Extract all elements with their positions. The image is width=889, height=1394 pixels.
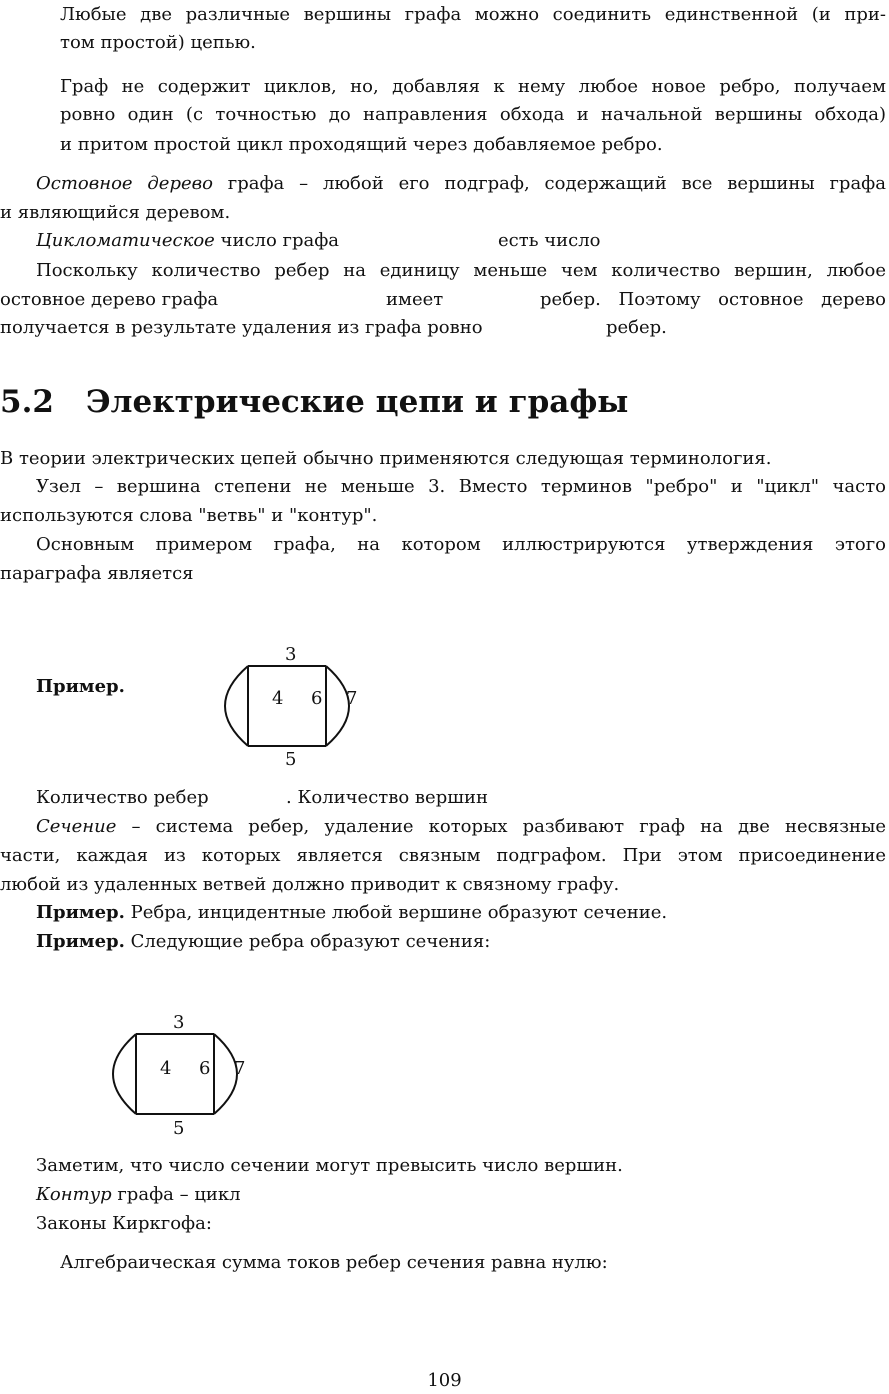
- graph-2-label-bottom: 5: [173, 1118, 185, 1139]
- cuts-note: Заметим, что число сечении могут превысить число вершин.: [36, 1155, 623, 1176]
- tree-path-line-1: Любые две различные вершины графа можно соединить единственной (и при-: [60, 4, 886, 25]
- graph-1-label-top: 3: [285, 644, 297, 665]
- section-title: Электрические цепи и графы: [86, 384, 629, 420]
- graph-1-label-bottom: 5: [285, 749, 297, 770]
- edges-para-line-1: Поскольку количество ребер на единицу меньше чем количество вершин, любое: [36, 260, 886, 281]
- edges-para-line-3b: ребер.: [606, 317, 667, 338]
- section-number: 5.2: [0, 384, 54, 420]
- section-heading: [0, 382, 628, 422]
- example-3-label: Пример.: [36, 931, 125, 952]
- graph-2-edge-left-arc: [113, 1034, 136, 1114]
- cut-text: – система ребер, удаление которых разбивают граф на две несвязные: [116, 816, 886, 837]
- graph-1-label-left-inner: 4: [272, 688, 284, 709]
- algebraic-sum-law: Алгебраическая сумма токов ребер сечения равна нулю:: [60, 1252, 608, 1273]
- example-3-text: Следующие ребра образуют сечения:: [124, 931, 491, 952]
- terminology-line: В теории электрических цепей обычно применяются следующая терминология.: [0, 448, 772, 469]
- edge-count-label: Количество ребер: [36, 787, 209, 808]
- cut-line-3: любой из удаленных ветвей должно приводит к связному графу.: [0, 874, 620, 895]
- graph-1-edge-left-arc: [225, 666, 248, 746]
- edges-para-line-2b: имеет: [386, 289, 444, 310]
- example-2-text: Ребра, инцидентные любой вершине образуют сечение.: [124, 902, 668, 923]
- graph-1-label-right-inner: 6: [311, 688, 323, 709]
- spanning-tree-text: графа – любой его подграф, содержащий все вершины графа: [212, 173, 886, 194]
- tree-cycle-line-3: и притом простой цикл проходящий через добавляемое ребро.: [60, 134, 663, 155]
- graph-figure-2: [108, 1008, 258, 1138]
- tree-cycle-line-2: ровно один (с точностью до направления обхода и начальной вершины обхода): [60, 104, 886, 125]
- cyclomatic-line-b: есть число: [498, 230, 601, 251]
- graph-1-label-right-outer: 7: [346, 688, 358, 709]
- basic-example-line-1: Основным примером графа, на котором иллюстрируются утверждения этого: [36, 534, 886, 555]
- page-number: 109: [427, 1370, 462, 1391]
- edges-para-line-3a: получается в результате удаления из графа ровно: [0, 317, 483, 338]
- contour-text: графа – цикл: [111, 1184, 241, 1205]
- spanning-tree-line-2: и являющийся деревом.: [0, 202, 231, 223]
- graph-2-label-left-inner: 4: [160, 1058, 172, 1079]
- example-2-label: Пример.: [36, 902, 125, 923]
- graph-2-label-right-inner: 6: [199, 1058, 211, 1079]
- node-def-line-1: Узел – вершина степени не меньше 3. Вместо терминов "ребро" и "цикл" часто: [36, 476, 886, 497]
- example-label: Пример.: [36, 676, 125, 697]
- cut-line-1: [36, 814, 886, 840]
- graph-figure-1: [220, 640, 370, 770]
- spanning-tree-term: Остовное дерево: [36, 173, 213, 194]
- cut-line-2: части, каждая из которых является связным подграфом. При этом присоединение: [0, 845, 886, 866]
- tree-cycle-line-1: Граф не содержит циклов, но, добавляя к нему любое новое ребро, получаем: [60, 76, 886, 97]
- edges-para-line-2a: остовное дерево графа: [0, 289, 219, 310]
- vertex-count-label: . Количество вершин: [286, 787, 488, 808]
- graph-2-label-top: 3: [173, 1012, 185, 1033]
- basic-example-line-2: параграфа является: [0, 563, 194, 584]
- example-2: [36, 900, 667, 926]
- cyclomatic-line-a: [36, 228, 339, 254]
- cut-term: Сечение: [36, 816, 117, 837]
- kirchhoff-heading: Законы Киркгофа:: [36, 1213, 212, 1234]
- contour-term: Контур: [36, 1184, 112, 1205]
- cyclomatic-term: Цикломатическое: [36, 230, 215, 251]
- contour-def: [36, 1182, 241, 1208]
- edges-para-line-2c: ребер. Поэтому остовное дерево: [540, 289, 886, 310]
- node-def-line-2: используются слова "ветвь" и "контур".: [0, 505, 378, 526]
- example-3: [36, 929, 490, 955]
- tree-path-line-2: том простой) цепью.: [60, 32, 256, 53]
- spanning-tree-line-1: [36, 171, 886, 197]
- cyclomatic-text: число графа: [214, 230, 340, 251]
- graph-2-label-right-outer: 7: [234, 1058, 246, 1079]
